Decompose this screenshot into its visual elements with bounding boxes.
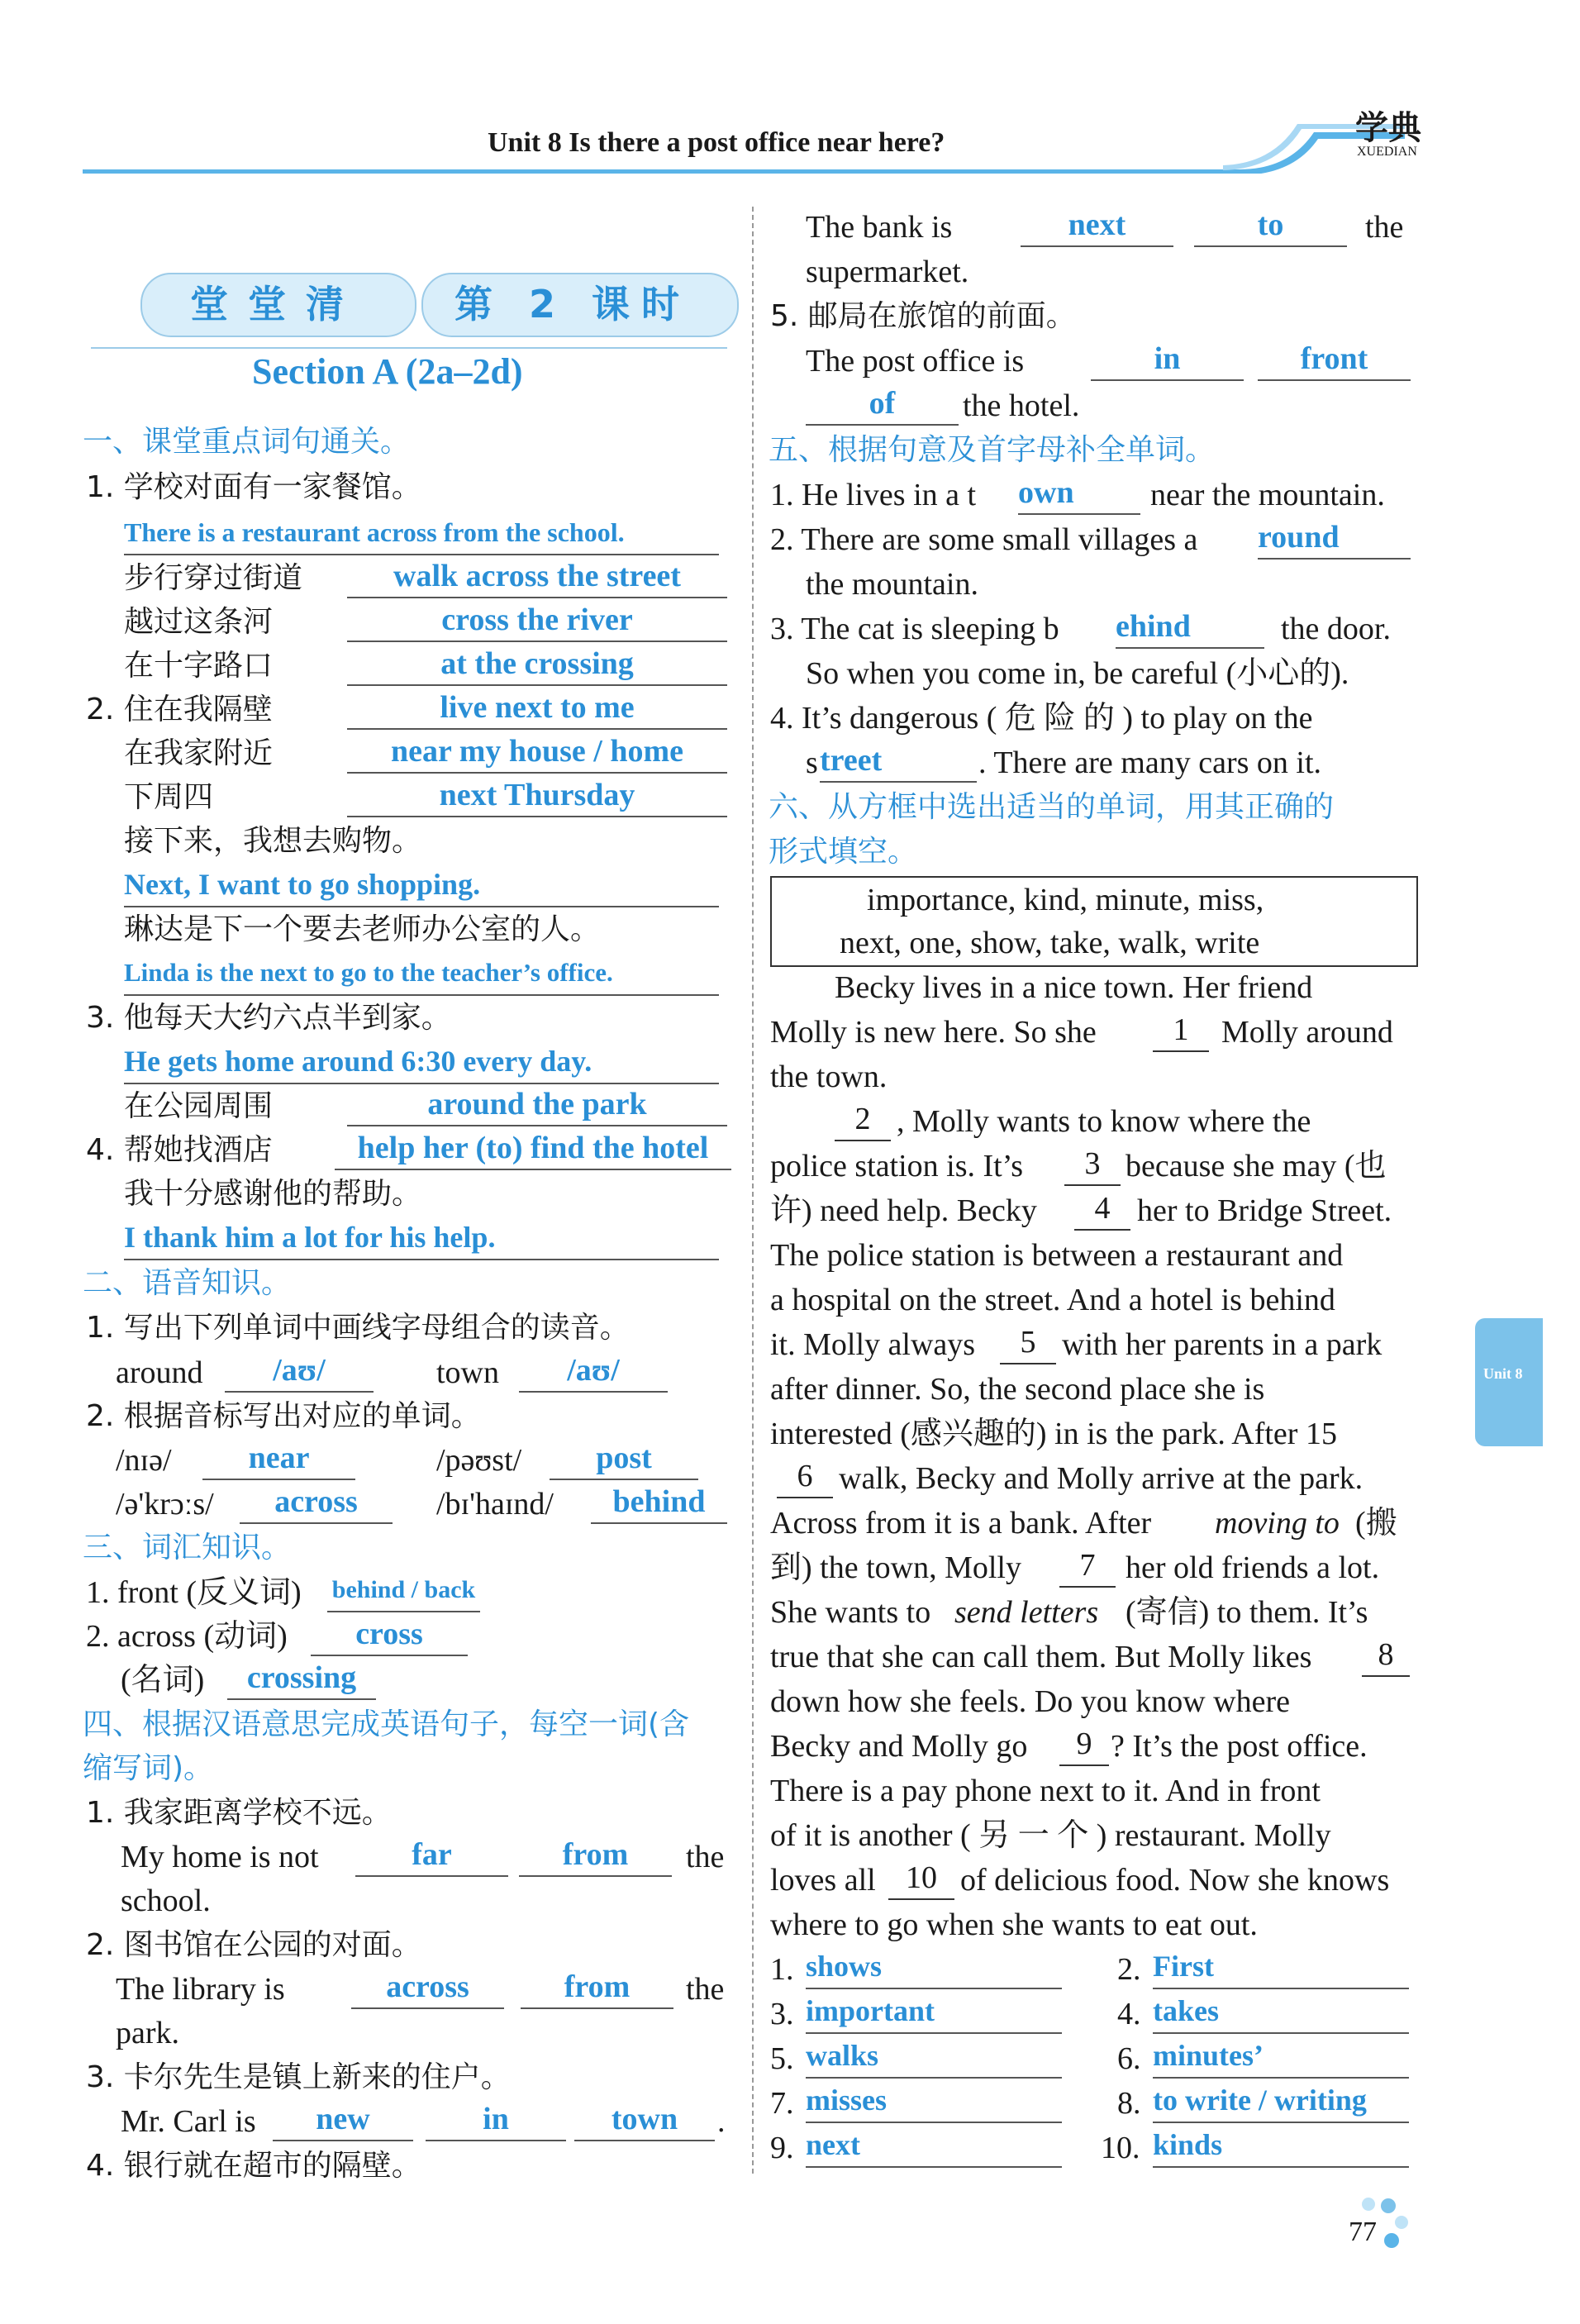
s4-q1-cont: school. [121, 1883, 211, 1918]
s4-heading-l1: 四、根据汉语意思完成英语句子，每空一词(含 [83, 1707, 690, 1741]
passage-line: the town. [770, 1060, 888, 1094]
s4-q3-post: . [717, 2104, 726, 2139]
s1-p9-zh: 我十分感谢他的帮助。 [124, 1177, 422, 1211]
logo-subtext: XUEDIAN [1357, 145, 1417, 159]
logo-text: 学典 [1355, 109, 1421, 147]
s4-heading-l2: 缩写词)。 [83, 1751, 214, 1785]
s2-ph4-answer: behind [591, 1481, 727, 1524]
s4-q3-a2: in [426, 2098, 566, 2141]
side-tab-label: Unit 8 [1483, 1365, 1523, 1382]
passage-line: (搬 [1355, 1506, 1397, 1541]
s5-q3-post: the door. [1281, 612, 1391, 646]
answer-num: 4. [1117, 1997, 1141, 2031]
passage-line: She wants to [770, 1595, 931, 1630]
s2-ph3-ipa: /ə'krɔːs/ [116, 1487, 214, 1522]
s2-ph4-ipa: /bɪ'haɪnd/ [436, 1487, 554, 1522]
answer-8: to write / writing [1153, 2080, 1409, 2123]
passage-line: moving to [1215, 1506, 1340, 1541]
s4-q2-pre: The library is [116, 1972, 285, 2007]
answer-num: 5. [770, 2041, 794, 2076]
s5-heading: 五、根据句意及首字母补全单词。 [769, 433, 1216, 467]
answer-5: walks [806, 2036, 1062, 2079]
s3-q3-label: (名词) [121, 1663, 205, 1698]
s2-w2-answer: /aʊ/ [519, 1350, 668, 1393]
s1-p6-answer: Next, I want to go shopping. [124, 864, 719, 907]
passage-line: Becky lives in a nice town. Her friend [835, 970, 1313, 1005]
passage-line: There is a pay phone next to it. And in front [770, 1774, 1321, 1808]
side-tab [1475, 1318, 1543, 1446]
s2-ph1-answer: near [202, 1437, 355, 1480]
s1-p9-answer: I thank him a lot for his help. [124, 1217, 719, 1260]
s4-q5-post: the hotel. [963, 388, 1080, 423]
s4-q4-a2: to [1194, 204, 1347, 247]
page-number: 77 [1349, 2217, 1377, 2247]
passage-line: send letters [954, 1595, 1099, 1630]
passage-line: her old friends a lot. [1126, 1550, 1380, 1585]
s1-q4-zh: 4. 帮她找酒店 [86, 1133, 273, 1167]
passage-line: (寄信) to them. It’s [1126, 1595, 1368, 1630]
blank-6: 6 [777, 1455, 833, 1498]
s5-q1-post: near the mountain. [1150, 478, 1385, 512]
s5-q3-cont: So when you come in, be careful (小心的). [806, 656, 1349, 691]
s5-q4-line1: 4. It’s dangerous ( 危 险 的 ) to play on the [770, 701, 1313, 736]
lesson-banner [91, 273, 727, 397]
answer-3: important [806, 1991, 1062, 2034]
answer-1: shows [806, 1946, 1062, 1989]
s1-p4-answer: near my house / home [347, 731, 727, 774]
answer-2: First [1153, 1946, 1409, 1989]
s1-q4-answer: help her (to) find the hotel [335, 1127, 731, 1170]
word-box-line1: importance, kind, minute, miss, [867, 883, 1264, 917]
s1-p8-zh: 在公园周围 [124, 1089, 274, 1123]
blank-3: 3 [1064, 1143, 1121, 1186]
passage-line: walk, Becky and Molly arrive at the park. [839, 1461, 1363, 1496]
s4-q3-pre: Mr. Carl is [121, 2104, 256, 2139]
banner-part1: 堂堂清 [190, 282, 364, 326]
blank-8: 8 [1362, 1634, 1410, 1677]
s1-p3-zh: 在十字路口 [124, 649, 274, 683]
s4-q3-a3: town [574, 2098, 715, 2141]
answer-6: minutes’ [1153, 2036, 1409, 2079]
passage-line: a hospital on the street. And a hotel is behind [770, 1283, 1335, 1317]
blank-9: 9 [1059, 1723, 1109, 1766]
s5-q1-pre: 1. He lives in a t [770, 478, 977, 512]
s4-q2-a2: from [521, 1966, 673, 2009]
s2-heading: 二、语音知识。 [83, 1266, 292, 1300]
passage-line: Becky and Molly go [770, 1729, 1028, 1764]
s4-q5-a1: in [1091, 338, 1244, 381]
s5-q2-pre: 2. There are some small villages a [770, 522, 1198, 557]
s3-q3-answer: crossing [227, 1657, 376, 1700]
answer-num: 7. [770, 2086, 794, 2121]
s1-p8-answer: around the park [347, 1083, 727, 1126]
s3-q2-label: 2. across (动词) [86, 1619, 288, 1654]
passage-line: with her parents in a park [1062, 1327, 1382, 1362]
s4-q4-a1: next [1021, 204, 1173, 247]
s1-q2-answer: live next to me [347, 687, 727, 730]
s4-q1-post: the [686, 1840, 725, 1874]
s4-q2-cont: park. [116, 2016, 180, 2050]
s5-q4-pre: s [806, 745, 818, 780]
s1-p2-zh: 越过这条河 [124, 605, 274, 639]
passage-line: loves all [770, 1863, 876, 1898]
passage-line: ? It’s the post office. [1111, 1729, 1368, 1764]
s1-q2-zh: 2. 住在我隔壁 [86, 693, 273, 726]
passage-line: after dinner. So, the second place she is [770, 1372, 1265, 1407]
blank-4: 4 [1074, 1188, 1130, 1231]
s4-q4-zh: 4. 银行就在超市的隔壁。 [86, 2149, 421, 2183]
passage-line: true that she can call them. But Molly likes [770, 1640, 1312, 1674]
s4-q5-zh: 5. 邮局在旅馆的前面。 [770, 299, 1076, 333]
answer-10: kinds [1153, 2125, 1409, 2168]
s4-q1-pre: My home is not [121, 1840, 319, 1874]
passage-line: of delicious food. Now she knows [960, 1863, 1390, 1898]
s5-q2-answer: round [1258, 517, 1411, 560]
s1-p5-zh: 下周四 [124, 780, 214, 814]
s2-ph1-ipa: /nɪə/ [116, 1443, 172, 1478]
word-box [770, 876, 1418, 967]
s3-q1-label: 1. front (反义词) [86, 1575, 302, 1610]
s4-q2-zh: 2. 图书馆在公园的对面。 [86, 1928, 421, 1962]
word-box-line2: next, one, show, take, walk, write [840, 926, 1260, 960]
banner-part2: 第 2 课时 [454, 282, 692, 326]
s1-p6-zh: 接下来，我想去购物。 [124, 824, 422, 858]
s2-w1-word: around [116, 1355, 203, 1390]
s2-q1: 1. 写出下列单词中画线字母组合的读音。 [86, 1311, 630, 1345]
s2-q2: 2. 根据音标写出对应的单词。 [86, 1399, 481, 1433]
blank-7: 7 [1059, 1545, 1116, 1588]
s1-q3-label: 3. 他每天大约六点半到家。 [86, 1001, 451, 1035]
s2-ph2-ipa: /pəʊst/ [436, 1443, 522, 1478]
s1-q1-label: 1. 学校对面有一家餐馆。 [86, 470, 421, 504]
s4-q4-pre: The bank is [806, 210, 953, 245]
s1-p1-answer: walk across the street [347, 555, 727, 598]
passage-line: interested (感兴趣的) in is the park. After 15 [770, 1417, 1337, 1451]
s5-q3-pre: 3. The cat is sleeping b [770, 612, 1059, 646]
s6-heading-l1: 六、从方框中选出适当的单词，用其正确的 [769, 790, 1335, 824]
s4-q1-a2: from [519, 1834, 672, 1877]
header-bar [83, 99, 1421, 174]
answer-4: takes [1153, 1991, 1409, 2034]
column-divider [752, 207, 754, 2174]
answer-num: 3. [770, 1997, 794, 2031]
section-title: Section A (2a–2d) [252, 351, 523, 392]
s3-q1-answer: behind / back [327, 1569, 480, 1612]
passage-line: police station is. It’s [770, 1149, 1024, 1183]
s5-q3-answer: ehind [1116, 606, 1264, 649]
s4-q2-a1: across [351, 1966, 504, 2009]
answer-9: next [806, 2125, 1062, 2168]
s1-q3-answer: He gets home around 6:30 every day. [124, 1041, 719, 1084]
blank-1: 1 [1153, 1009, 1209, 1052]
s5-q2-cont: the mountain. [806, 567, 978, 602]
s3-heading: 三、词汇知识。 [83, 1531, 292, 1564]
s2-ph2-answer: post [550, 1437, 698, 1480]
answer-num: 8. [1117, 2086, 1141, 2121]
s1-p7-answer: Linda is the next to go to the teacher’s office. [124, 953, 719, 996]
passage-line: , Molly wants to know where the [897, 1104, 1311, 1139]
s1-p2-answer: cross the river [347, 599, 727, 642]
s2-ph3-answer: across [240, 1481, 393, 1524]
passage-line: 到) the town, Molly [770, 1550, 1021, 1585]
blank-2: 2 [835, 1098, 891, 1141]
answer-num: 9. [770, 2131, 794, 2165]
s4-q3-zh: 3. 卡尔先生是镇上新来的住户。 [86, 2060, 511, 2094]
s2-w1-answer: /aʊ/ [225, 1350, 374, 1393]
unit-title: Unit 8 Is there a post office near here? [488, 127, 945, 158]
passage-line: Molly around [1221, 1015, 1393, 1050]
s4-q3-a1: new [273, 2098, 413, 2141]
passage-line: 许) need help. Becky [770, 1193, 1037, 1228]
passage-line: The police station is between a restaurant and [770, 1238, 1344, 1273]
passage-line: down how she feels. Do you know where [770, 1684, 1290, 1719]
s4-q5-pre: The post office is [806, 344, 1025, 379]
s4-q1-zh: 1. 我家距离学校不远。 [86, 1796, 392, 1830]
s1-p1-zh: 步行穿过街道 [124, 561, 303, 595]
passage-line: of it is another ( 另 一 个 ) restaurant. Molly [770, 1818, 1331, 1853]
answer-num: 10. [1101, 2131, 1140, 2165]
answer-7: misses [806, 2080, 1062, 2123]
s1-p7-zh: 琳达是下一个要去老师办公室的人。 [124, 912, 601, 946]
s4-q4-cont: supermarket. [806, 255, 969, 289]
passage-line: it. Molly always [770, 1327, 976, 1362]
answer-num: 2. [1117, 1952, 1141, 1987]
s4-q1-a1: far [355, 1834, 508, 1877]
s6-heading-l2: 形式填空。 [769, 835, 918, 869]
answer-num: 6. [1117, 2041, 1141, 2076]
s2-w2-word: town [436, 1355, 499, 1390]
s1-p4-zh: 在我家附近 [124, 736, 274, 770]
s1-p5-answer: next Thursday [347, 774, 727, 817]
blank-10: 10 [888, 1857, 954, 1900]
s4-q5-a3: of [806, 383, 959, 426]
passage-line: Across from it is a bank. After [770, 1506, 1152, 1541]
s5-q4-post: . There are many cars on it. [978, 745, 1322, 780]
s1-heading: 一、课堂重点词句通关。 [83, 425, 411, 459]
s5-q1-answer: own [1018, 472, 1140, 515]
answer-num: 1. [770, 1952, 794, 1987]
passage-line: where to go when she wants to eat out. [770, 1907, 1258, 1942]
s1-p3-answer: at the crossing [347, 643, 727, 686]
blank-5: 5 [1000, 1322, 1056, 1364]
s5-q4-answer: treet [820, 740, 977, 783]
s4-q2-post: the [686, 1972, 725, 2007]
s4-q5-a2: front [1258, 338, 1411, 381]
passage-line: Molly is new here. So she [770, 1015, 1097, 1050]
passage-line: because she may (也 [1126, 1149, 1387, 1183]
s1-q1-answer: There is a restaurant across from the school. [124, 512, 719, 555]
logo-box [1256, 107, 1438, 174]
passage-line: her to Bridge Street. [1137, 1193, 1392, 1228]
s4-q4-post: the [1365, 210, 1404, 245]
s3-q2-answer: cross [311, 1613, 468, 1656]
